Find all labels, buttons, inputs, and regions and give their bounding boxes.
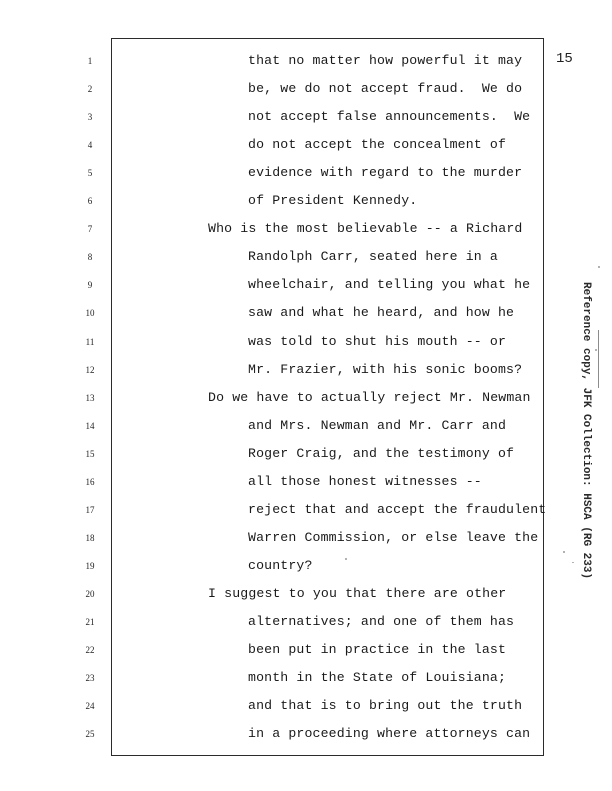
- line-number: 21: [85, 617, 95, 627]
- line-number: 2: [87, 84, 93, 95]
- transcript-line: be, we do not accept fraud. We do: [248, 81, 523, 97]
- transcript-line: evidence with regard to the murder: [248, 165, 523, 181]
- line-number: 13: [85, 392, 95, 403]
- transcript-line: and that is to bring out the truth: [248, 698, 523, 714]
- line-number: 17: [85, 504, 95, 515]
- transcript-line: was told to shut his mouth -- or: [248, 333, 507, 349]
- line-number: 11: [85, 336, 95, 347]
- transcript-line: been put in practice in the last: [248, 642, 507, 658]
- transcript-line: wheelchair, and telling you what he: [248, 277, 531, 293]
- frame-right-border: [543, 38, 544, 756]
- line-number: 12: [85, 364, 95, 375]
- frame-bottom-border: [111, 755, 544, 756]
- line-number: 7: [87, 224, 93, 235]
- archive-reference-stamp: Reference copy, JFK Collection: HSCA (RG 233): [580, 282, 592, 580]
- line-number: 24: [85, 701, 95, 712]
- scan-speck: [595, 349, 597, 351]
- transcript-line: saw and what he heard, and how he: [248, 305, 515, 321]
- scan-speck: [345, 558, 347, 560]
- page-number: 15: [556, 51, 573, 67]
- line-number: 20: [85, 588, 95, 599]
- transcript-line: Who is the most believable -- a Richard: [208, 221, 523, 237]
- line-number: 19: [85, 560, 95, 571]
- line-number: 18: [85, 532, 95, 543]
- transcript-line: I suggest to you that there are other: [208, 585, 507, 601]
- line-number: 10: [85, 308, 95, 319]
- line-number: 22: [85, 645, 95, 656]
- line-number: 25: [85, 729, 95, 740]
- scan-speck: [598, 266, 600, 268]
- transcript-line: in a proceeding where attorneys can: [248, 726, 531, 742]
- transcript-line: country?: [248, 557, 313, 573]
- line-number: 14: [85, 420, 95, 431]
- transcript-line: all those honest witnesses --: [248, 473, 482, 489]
- transcript-line: alternatives; and one of them has: [248, 614, 515, 629]
- line-number: 3: [87, 112, 93, 123]
- line-number: 8: [87, 252, 93, 263]
- frame-top-border: [111, 38, 544, 39]
- line-number: 1: [87, 56, 93, 66]
- frame-left-border: [111, 38, 112, 756]
- line-number: 23: [85, 673, 95, 684]
- transcript-line: and Mrs. Newman and Mr. Carr and: [248, 417, 507, 433]
- transcript-line: do not accept the concealment of: [248, 137, 507, 153]
- scan-speck: [563, 551, 565, 553]
- transcript-line: month in the State of Louisiana;: [248, 670, 507, 686]
- transcript-line: of President Kennedy.: [248, 193, 418, 209]
- transcript-line: Roger Craig, and the testimony of: [248, 445, 515, 461]
- scan-speck: [572, 562, 574, 563]
- transcript-line: Randolph Carr, seated here in a: [248, 249, 498, 265]
- transcript-line: Mr. Frazier, with his sonic booms?: [248, 361, 523, 377]
- line-number: 6: [87, 196, 93, 207]
- line-number: 9: [87, 280, 93, 291]
- line-number: 4: [87, 140, 93, 151]
- transcript-line: that no matter how powerful it may: [248, 53, 523, 68]
- transcript-line: Warren Commission, or else leave the: [248, 529, 539, 545]
- line-number: 16: [85, 476, 95, 487]
- line-number: 5: [87, 168, 93, 179]
- line-number: 15: [85, 448, 95, 459]
- scan-artifact-line: [598, 330, 599, 388]
- transcript-line: Do we have to actually reject Mr. Newman: [208, 389, 531, 405]
- transcript-line: not accept false announcements. We: [248, 109, 531, 125]
- transcript-line: reject that and accept the fraudulent: [248, 501, 547, 517]
